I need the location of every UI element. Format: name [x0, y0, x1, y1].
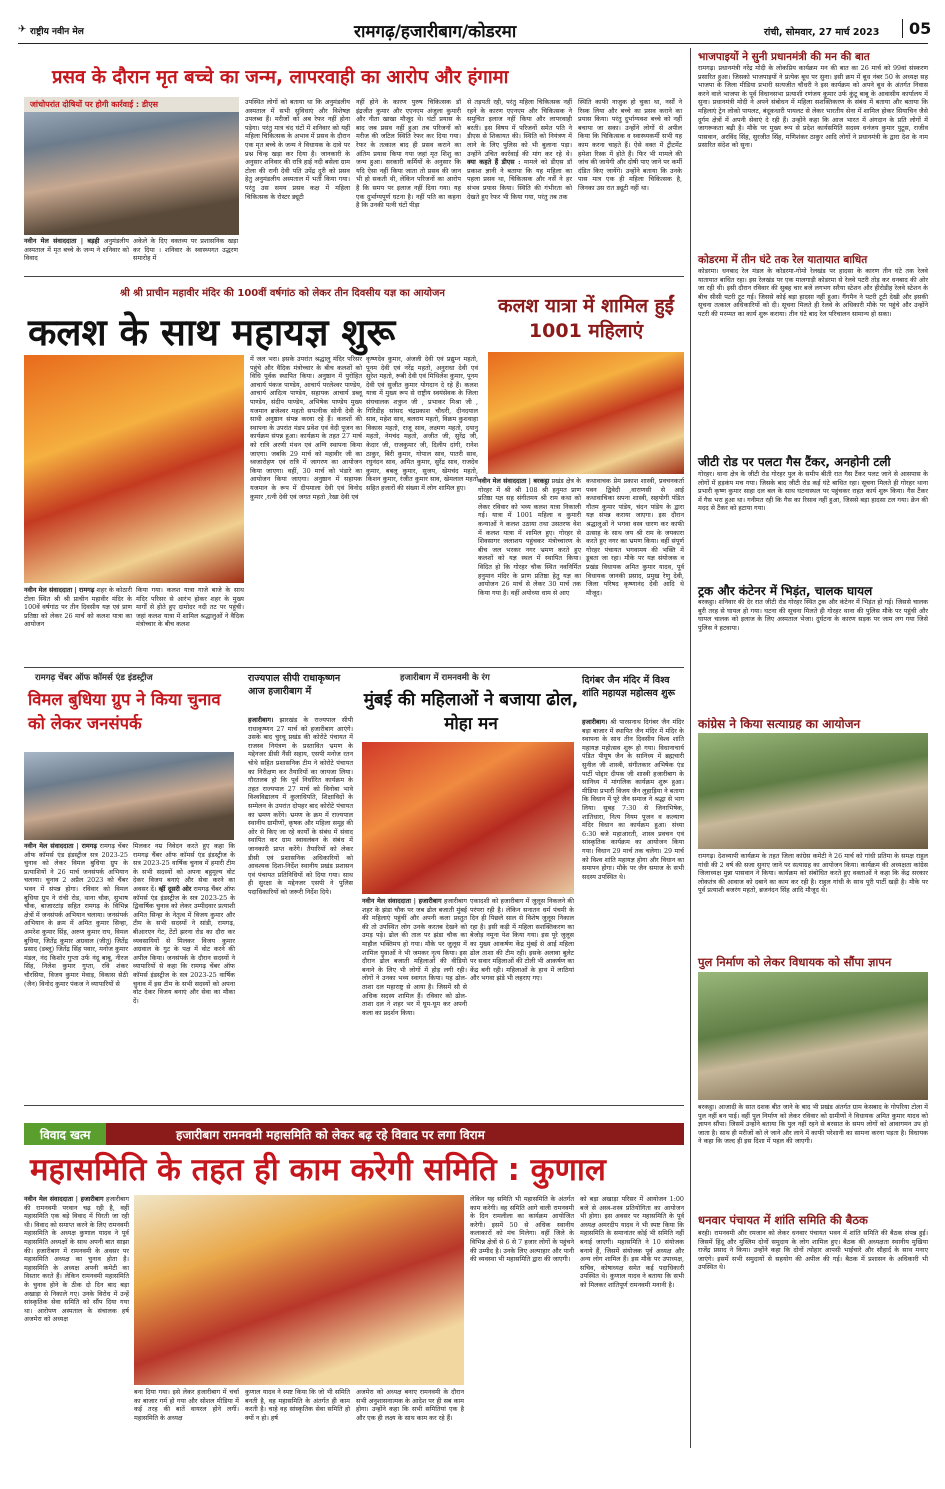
lead-col-6: स्थिति काफी नाजुक हो चुका था, नर्सों ने रिस्क लिया और बच्चे का प्रसव कराने का प्रयास किया। परंतु दुर्भाग्यवश बच्चे को नहीं बचाया जा सका। उन्होंने लोगों से अपील किया कि चिकित्सक व स्वास्थ्यकर्मी सभी यह काम करना चाहते हैं। ऐसे वक्त में ट्रीटमेंट हमेशा रिस्क में होते हैं। फिर भी मामले की जांच की जायेगी और दोषी पाए जाने पर कर्मी दंडित किए जायेंगे। उन्होंने बताया कि उनके पास मात्र एक ही महिला चिकित्सक है, जिनका उस रात ड्यूटी नहीं था।	[578, 98, 682, 192]
bird-icon: ✈	[18, 24, 27, 35]
section-title: रामगढ़/हजारीबाग/कोडरमा	[354, 22, 517, 42]
kalash1001-col-2: कथावाचक प्रेम प्रकाश शास्त्री, प्रवचनकर्ता पवन द्विवेदी ,वाराणसी से आई कथावाचिका सपना शास्त्री, सहयोगी पंडित गौतम कुमार पांडेय, चंदन पांडेय के द्वारा यज्ञ संपन्न कराया जाएगा। इस दौरान श्रद्धालुओं ने भगवा वस्त्र धारण कर काफी उत्साह के साथ जय श्री राम के जयकारा करते हुए नगर का भ्रमण किया। वहीं संपूर्ण गोरहर पंचायत भगवामय की भक्ति में डूबता जा रहा। मौके पर यज्ञ संयोजक व प्रखंड विधायक अमित कुमार यादव, पूर्व विधायक जानकी प्रसाद, प्रमुख रेणु देवी, जिला परिषद कृष्णानंद देवी आदि थे मौजूद।	[586, 477, 684, 597]
lead-text-5: से तड़पती रही, परंतु महिला चिकित्सक नहीं रहने के कारण एएनएम और चिकित्सक ने समुचित इलाज नहीं किया और लापरवाही बरती। इस विषय में परिजनों समेत पति ने डीएस से शिकायत की। स्थिति को नियंत्रण में लाने के लिए पुलिस को भी बुलाना पड़ा। उन्होंने उचित कार्रवाई की मांग कर रहे थे।	[467, 98, 572, 158]
lead-col-2: अकेले के दिए वक्तव्य पर प्रशासनिक खड़ा कर दिया । शनिवार के स्वास्थ्यगत उद्धरण समारोह में	[133, 237, 238, 263]
vimal-text-2: मिलकर नम्र निवेदन करते हुए कहा कि रामगढ़ चैंबर ऑफ कॉमर्स एंड इंडस्ट्रीज के सत्र 2023-25 वार्षिक चुनाव में हमारी टीम के सभी सदस्यों को अपना बहुमूल्य वोट देकर विजय बनाएं और सेवा करने का अवसर दें।	[133, 842, 235, 893]
dateline: रांची, सोमवार, 27 मार्च 2023	[764, 27, 880, 38]
mumbai-photo	[362, 742, 574, 894]
right-p3: गोरहर। थाना क्षेत्र के जीटी रोड गोरहर पुल के समीप बीती रात गैस टैंकर पलट जाने से आसपास के लोगों में हड़कंप मच गया। जिसके बाद जीटी रोड कई घंटे बाधित रहा। सूचना मिलते ही गोरहर थाना प्रभारी कृष्ण कुमार साहा दल बल के साथ घटनास्थल पर पहुंचकर राहत कार्य शुरू किया। गैस टैंकर में गैस भरा हुआ था। गनीमत रही कि गैस का रिसाव नहीं हुआ, जिससे बड़ा हादसा टल गया। क्रेन की मदद से टैंकर को हटाया गया।	[698, 470, 928, 513]
lead-text-5b: मामले को डीएस डॉ प्रकाश ज्ञानी ने बताया कि यह महिला का पहला प्रसव था, चिकित्सक और नर्सें ने हर संभव प्रयास किया। स्थिति की गंभीरता को देखते हुए रेफर भी किया गया, परंतु तब तक	[467, 158, 572, 201]
kalash-col-4: कृष्णदेव कुमार, अंजली देवी एवं प्रद्युम्न महतो, पूनम देवी एवं नरेंद्र महतो, अनुराधा देवी एवं सुरेश महतो, रूबी देवी एवं मिथिलेश कुमार, पूनम देवी एवं सुजीत कुमार योगदान दे रहे हैं। कलश यात्रा में मुख्य रूप से राष्ट्रीय स्वयंसेवक के जिला संघचालक शत्रुघ्न जी , प्रभाकर मिश्रा जी , गिरिडीह सांसद चंद्रप्रकाश चौधरी, दीनदयाल साव, महेश साव, बलराम महतो, विक्रम कुशवाहा विकास महतो, राजू साव, लक्ष्मण महतो, दयानु महतो, नेमचंद महतो, अजीत जी, सुरेंद्र जी, केदार जी, राजकुमार जी, दिलीप दांगी, रानेश ठाकुर, बिरी कुमार, गोपाल साव, पातरी साव, रघुनंदन साव, अमित कुमार, सुरेंद्र साव, राजदेव कुमार, बबलू कुमार, सुजय, खेमचंद महतो, किशन कुमार, रंजीत कुमार साव, खेमलाल महतो सहित हजारों की संख्या में लोग शामिल हुए।	[366, 355, 478, 492]
jain-dateline: हजारीबाग।	[582, 718, 608, 726]
lead-subhead: क्या कहते हैं डीएस :	[467, 158, 521, 167]
kunal-banner	[24, 1123, 684, 1145]
mumbai-col-1	[362, 897, 467, 1102]
vimal-byline: नवीन मेल संवाददाता | रामगढ़	[24, 842, 97, 850]
kalash1001-photo	[488, 352, 684, 474]
lead-headline: प्रसव के दौरान मृत बच्चे का जन्म, लापरवाही का आरोप और हंगामा	[52, 67, 509, 88]
kalash-kicker: श्री श्री प्राचीन महावीर मंदिर की 100वीं वर्षगांठ को लेकर तीन दिवसीय यज्ञ का आयोजन	[120, 288, 445, 299]
vimal-text-1: रामगढ़ चेंबर ऑफ कॉमर्स एंड इंडस्ट्रीज सत्र 2023-25 चुनाव को लेकर विमल बुधिया ग्रुप के प्रत्याशियों ने 26 मार्च जनसंपर्क अभियान चलाया। चुनाव 2 अप्रैल 2023 को चैंबर भवन में संपन्न होगा। रविवार को विमल बुधिया ग्रुप ने रांची रोड, थाना चौक, सुभाष चौक, बाजारटांड़ सहित रामगढ़ के विभिन्न क्षेत्रों में जनसंपर्क अभियान चलाया। जनसंपर्क अभियान के क्रम में अमित कुमार सिन्हा, अमरेश कुमार सिंह, अरुण कुमार राय, विमल बुधिया, जितेंद्र कुमार अग्रवाल (जीतू) जितेंद्र प्रसाद (डब्लू) जितेंद्र सिंह पवार, मनोज कुमार मंडल, नंद किशोर गुप्ता उर्फ नंदू बाबू, नीरज सिंह, निलेश कुमार गुप्ता, रवि शंकर चौरसिया, विजय कुमार मेवाड़, विकास सेठी (जैन) विनोद कुमार पंकज ने व्यापारियों से	[24, 842, 128, 988]
right-h2: कोडरमा में तीन घंटे तक रेल यातायात बाधित	[698, 254, 868, 266]
kalash-photo	[24, 355, 244, 583]
right-p6: बरकट्ठा। आजादी के सात दशक बीत जाने के बाद भी प्रखंड अंतर्गत ग्राम केसबाद के गोपरिया टोला में पुल नहीं बन पाई। वहीं पुल निर्माण को लेकर रविवार को ग्रामीणों ने विधायक अमित कुमार यादव को ज्ञापन सौंपा। जिसमें उन्होंने बताया कि पुल नहीं रहने से बरसात के समय लोगों को आवागमन उप हो जाता है। साथ ही मरीजों को ले जाने और लाने में काफी परेशानी का सामना करना पड़ता है। विधायक ने कहा कि जल्द ही इस दिशा में पहल की जाएगी।	[698, 1103, 928, 1146]
kalash-col-3: में जल भरा। इसके उपरांत श्रद्धालु मंदिर परिसर पहुंचे और वैदिक मंत्रोच्चार के बीच कलशों को विधि पूर्वक स्थापित किया। अनुष्ठान में पुरोहित आचार्य पंकज पाण्डेय, आचार्य परलेश्वर पाण्डेय, आचार्य आदित्य पाण्डेय, सहायक आचार्य डब्लू पाण्डेय, संदीप पाण्डेय, अभिषेक पाण्डेय मुख्य यजमान ब्रजेश्वर महतो सपत्नीक सोनी देवी के साथी अनुष्ठान संपन्न करवा रहे हैं। कलशों की स्थापना के उपरांत मंडप प्रवेश एवं वेदी पूजन का कार्यक्रम संपन्न हुआ। कार्यक्रम के तहत 27 मार्च को रात्रि अरणी मंथन एवं अग्नि स्थापना किया जाएगा। जबकि 29 मार्च को महावीर जी का ध्वजारोहण एवं रात्रि में जागरण का आयोजन किया जाएगा। वहीं, 30 मार्च को भंडारे का आयोजन किया जाएगा। अनुष्ठान में सहायक यजमान के रूप में दीपमाला देवी एवं विनोद कुमार ,रत्नी देवी एवं जगत महतो ,रेखा देवी एवं	[250, 355, 362, 501]
right-p7: बरही। रामनवमी और रमजान को लेकर धनवार पंचायत भवन में शांति समिति की बैठक संपन्न हुई। जिसमें हिंदू और मुस्लिम दोनों समुदाय के लोग शामिल हुए। बैठक की अध्यक्षता स्थानीय मुखिया राजेंद्र प्रसाद ने किया। उन्होंने कहा कि दोनों त्योहार आपसी भाईचारे और सौहार्द के साथ मनाए जाएंगे। इसमें सभी समुदायों से सहयोग की अपील की गई। बैठक में प्रशासन के अधिकारी भी उपस्थित थे।	[698, 1229, 928, 1272]
right-h1: भाजपाइयों ने सुनी प्रधानमंत्री की मन की बात	[698, 51, 870, 63]
bridge-photo	[698, 972, 928, 1100]
lead-byline: नवीन मेल संवाददाता | बड़ही	[24, 237, 100, 245]
jain-body	[582, 718, 684, 1102]
kalash-headline: कलश के साथ महायज्ञ शुरू	[28, 311, 396, 354]
kunal-col-4: अजमेरा को अध्यक्ष बनाए रामनवमी के दौरान सभी अनुशासनात्मक के आदेश पर ही सब काम होगा। उन्होंने कहा कि सभी समितियां एक है और एक ही लक्ष्य के साथ काम कर रहे हैं।	[356, 1388, 464, 1422]
mumbai-kicker: हजारीबाग में रामनवमी के रंग	[400, 673, 490, 683]
kunal-col-3: कुणाल यादव ने स्पष्ट किया कि जो भी समिति बनती है, वह महासमिति के अंतर्गत ही काम करती है। चाहे वह सांस्कृतिक सेवा समिति हो क्यों न हो। हर्ष	[245, 1388, 350, 1422]
kunal-tag: विवाद खत्म	[24, 1123, 106, 1145]
vimal-photo	[24, 752, 234, 840]
right-h3: जीटी रोड पर पलटा गैस टैंकर, अनहोनी टली	[698, 455, 891, 469]
right-p4: बरकट्ठा। शनिवार की देर रात जीटी रोड गोरहर स्थित ट्रक और कंटेनर में भिड़ंत हो गई। जिससे चालक बुरी तरह से घायल हो गया। घटना की सूचना मिलते ही गोरहर थाना की पुलिस मौके पर पहुंची और घायल चालक को इलाज के लिए अस्पताल भेजा। दुर्घटना के कारण सड़क पर जाम लग गया जिसे पुलिस ने हटवाया।	[698, 598, 928, 632]
right-h7: धनवार पंचायत में शांति समिति की बैठक	[698, 1213, 868, 1227]
kunal-col-1	[24, 1195, 129, 1445]
kalash1001-headline: कलश यात्रा में शामिल हुईं 1001 महिलाएं	[498, 295, 674, 342]
vimal-subhead: व्हीं दूसरी ओर	[158, 884, 192, 893]
lead-col-5	[467, 98, 572, 270]
kunal-col-2: बना दिया गया। इसे लेकर हजारीबाग में चर्चा का बाजार गर्म हो गया और सोशल मीडिया में कई तरह की बातें वायरल होने लगीं। महासमिति के अध्यक्ष	[134, 1388, 239, 1422]
kunal-text-1: हजारीबाग की रामनवमी परवान चढ़ रही है, वहीं महासमिति एक बड़े विवाद में घिरती जा रही थी। विवाद को समाप्त करने के लिए रामनवमी महासमिति के अध्यक्ष कुणाल यादव ने पूर्व महासमिति अध्यक्षों के साथ अपनी बात साझा की। हजारीबाग में रामनवमी के अवसर पर महासमिति अध्यक्ष का चुनाव होता है। महासमिति के अध्यक्ष अपनी कमेटी का विस्तार करते हैं। लेकिन रामनवमी महासमिति के चुनाव होने के ठीक दो दिन बाद बड़ा अखाड़ा से निकाले गए। उनके विरोध में उन्हें सांस्कृतिक सेवा समिति को सौंप दिया गया था। आरोपण अस्पताल के संचालक हर्ष अजमेरा को अध्यक्ष	[24, 1195, 129, 1324]
vimal-col-1	[24, 842, 128, 1102]
right-p5: रामगढ़। देशव्यापी कार्यक्रम के तहत जिला कांग्रेस कमेटी ने 26 मार्च को गांधी प्रतिमा के समक्ष राहुल गांधी की 2 वर्ष की सजा सुनाए जाने पर सत्याग्रह का आयोजन किया। कार्यक्रम की अध्यक्षता कांग्रेस जिलाध्यक्ष मुन्ना पासवान ने किया। कार्यक्रम को संबोधित करते हुए वक्ताओं ने कहा कि केंद्र सरकार लोकतंत्र की आवाज को दबाने का काम कर रही है। राहुल गांधी के साथ पूरी पार्टी खड़ी है। मौके पर पूर्व प्रत्याशी बजरंग महतो, ब्रजनंदन सिंह आदि मौजूद थे।	[698, 852, 928, 895]
kunal-photo	[134, 1195, 464, 1385]
right-h5: कांग्रेस ने किया सत्याग्रह का आयोजन	[698, 717, 861, 731]
page-number: 05	[902, 19, 931, 38]
rajyapal-kicker: राज्यपाल सीपी राधाकृष्णन आज हजारीबाग में	[248, 673, 341, 697]
vimal-text-2b: रामगढ़ चैंबर ऑफ कॉमर्स एंड इंडस्ट्रीज के सत्र 2023-25 के द्विवार्षिक चुनाव को लेकर उम्मीदवार प्रत्याशी अमित सिन्हा के नेतृत्व में विजय कुमार और टीम के सभी सदस्यों ने सांडी, रामगढ़, बीआरएन गेट, टेंटों झरना रोड का दौरा कर व्यवसायियों से मिलकर विजय कुमार अग्रवाल के गुट के पक्ष में वोट करने की अपील किया। जनसंपर्क के दौरान सदस्यों ने व्यापारियों से कहा कि रामगढ़ चेंबर ऑफ कॉमर्स इंडस्ट्रीज के सत्र 2023-25 वार्षिक चुनाव में इस टीम के सभी सदस्यों को अपना वोट देकर विजय बनाएं और सेवा का मौका दें।	[133, 884, 235, 1005]
mumbai-col-2: एकादशी को हजारीबाग में जुलूस निकलने की परंपरा रही है। लेकिन सनातन धर्म पंचमी के दिन ही पिछले साल से विशेष जुलूस निकाल रहा है। इसी कड़ी में महिला सशक्तिकरण का बेजोड़ नमूना पेश किया गया। इस पूरे जुलूस का मुख्य आकर्षण केंद्र मुंबई से आई महिला ढोल ताशा की टीम रही। इसके अलावा बुलेट पर सवार महिलाओं की टोली भी आकर्षण का केंद्र बनी रही। महिलाओं के हाथ में लाठियां और भगवा झंडे भी लहराए गए।	[470, 897, 574, 983]
mumbai-byline: नवीन मेल संवाददाता | हजारीबाग	[362, 897, 442, 905]
vimal-headline: विमल बुधिया ग्रुप ने किया चुनाव को लेकर जनसंपर्क	[28, 690, 221, 733]
kalash1001-col-1	[478, 477, 581, 663]
kalash-text-1: शहर के कोठारी टोला स्थित श्री श्री प्राचीन महावीर मंदिर के 100वें वर्षगांठ पर तीन दिवसीय यज्ञ एवं प्राण प्रतिष्ठा को लेकर 26 मार्च को कलश यात्रा का आयोजन	[24, 586, 132, 629]
congress-photo	[698, 733, 928, 849]
kunal-byline: नवीन मेल संवाददाता | हजारीबाग	[24, 1195, 104, 1203]
kunal-headline: महासमिति के तहत ही काम करेगी समिति : कुणाल	[30, 1152, 606, 1188]
lead-photo	[24, 97, 239, 235]
lead-col-4: नहीं होने के कारण पुरुष चिकित्सक डॉ इंद्रजीत कुमार और एएनएम अंजुला कुमारी और नीता खाखा मौजूद थे। घंटों प्रयास के बाद जब प्रसव नहीं हुआ तब परिजनों को मरीज की जटिल स्थिति रेफर कर दिया गया। रेफर के तत्काल बाद ही प्रसव कराने का अंतिम प्रयास किया गया जहां मृत शिशु का जन्म हुआ। सरकारी कर्मियों के अनुसार कि यदि ऐसा नहीं किया जाता तो प्रसव की जान भी हो सकती थी, लेकिन परिजनों का आरोप है कि समय पर इलाज नहीं दिया गया। यह एक दुर्भाग्यपूर्ण घटना है। नहीं पति का कहना है कि उनकी पत्नी घंटों पीड़ा	[356, 98, 461, 210]
jain-kicker: दिगंबर जैन मंदिर में विश्व शांति महायज्ञ महोत्सव शुरू	[582, 675, 675, 699]
kalash-col-2: किया गया। कलश यात्रा गाजे बाजे के साथ मंदिर परिसर से आरंभ होकर शहर के मुख्य मार्गों से होते हुए दामोदर नदी तट पर पहुंची। जहां कलश यात्रा में शामिल श्रद्धालुओं ने वैदिक मंत्रोच्चार के बीच कलश	[136, 586, 244, 629]
lead-col-1	[24, 237, 129, 271]
kunal-col-6: को बड़ा अखाड़ा परिसर में आयोजन 1:00 बजे से अस्त्र-शस्त्र प्रतियोगिता का आयोजन भी होगा। इस अवसर पर महासमिति के पूर्व अध्यक्ष अमरदीप यादव ने भी स्पष्ट किया कि महासमिति के समानांतर कोई भी समिति नहीं बनाई जाएगी। महासमिति ने 10 संयोजक बनाये हैं, जिसमें संयोजक पूर्व अध्यक्ष और अन्य लोग शामिल हैं। इस मौके पर उपाध्यक्ष, सचिव, कोषाध्यक्ष समेत कई पदाधिकारी उपस्थित थे। कुणाल यादव ने बताया कि सभी को मिलकर शांतिपूर्ण रामनवमी मनानी है।	[580, 1195, 684, 1289]
kunal-col-5: लेकिन यह समिति भी महासमिति के अंतर्गत काम करेगी। वह समिति आगे वाली रामनवमी के दिन रामलीला का कार्यक्रम आयोजित करेगी। इसमें 50 से अधिक स्थानीय कलाकारों को मंच मिलेगा। वहीं जिले के विभिन्न क्षेत्रों से 6 से 7 हजार लोगों के पहुंचने की उम्मीद है। उनके लिए अल्पाहार और पानी की व्यवस्था भी महासमिति द्वारा की जाएगी।	[470, 1195, 574, 1264]
rajyapal-dateline: हजारीबाग।	[248, 716, 274, 724]
kunal-kicker: हजारीबाग रामनवमी महासमिति को लेकर बढ़ रहे विवाद पर लगा विराम	[176, 1128, 485, 1142]
rajyapal-body	[248, 716, 353, 1102]
lead-col-3: उपस्थित लोगों को बताया था कि अनुमंडलीय अस्पताल में सभी सुविधाएं और विशेषज्ञ उपलब्ध हैं। मरीजों को अब रेफर नहीं होना पड़ेगा। परंतु मात्र चंद घंटों में शनिवार को यहीं महिला चिकित्सक के अभाव में प्रसव के दौरान एक मृत बच्चे के जन्म ने विधायक के दावे पर प्रश्न चिन्ह खड़ा कर दिया है। जानकारी के अनुसार शनिवार की रात्रि हाई नदी बसेला ग्राम टोला की रानी देवी पति उपेंद्र दुरी को प्रसव हेतु अनुमंडलीय अस्पताल में भर्ती किया गया। परंतु उस समय प्रसव कक्ष में महिला चिकित्सक के रोस्टर ड्यूटी	[245, 98, 351, 201]
kalash1001-text-1: प्रखंड क्षेत्र के गोरहर में श्री श्री 108 श्री हनुमत प्राण प्रतिष्ठा यज्ञ सह संगीतमय श्री राम कथा को लेकर रविवार को भव्य कलश यात्रा निकाली गई। यात्रा में 1001 महिला व कुमारी कन्याओं ने कलश उठाया तथा उसतरफ वेश में कलश यात्रा में शामिल हुए। गोरहर से शिवसागर जलाशय पहुंचकर मंत्रोच्चारण के बीच जल भरकर नगर भ्रमण करते हुए कलशों को यज्ञ स्थल में स्थापित किया। विदित हो कि गोरहर चौक स्थित नवनिर्मित हनुमान मंदिर के प्राण प्रतिष्ठा हेतु यज्ञ का आयोजन 26 मार्च से लेकर 30 मार्च तक किया गया है। वहीं अयोध्या धाम से आए	[478, 477, 581, 597]
right-p2: कोडरमा। धनबाद रेल मंडल के कोडरमा-गोमो रेलखंड पर हादसा के कारण तीन घंटे तक रेलवे यातायात बाधित रहा। इस रेलखंड पर एक मालगाड़ी कोडरमा से रेलवे पटरी तोड़ कर धनबाद की ओर जा रही थी। इसी दौरान रविवार की सुबह चार बजे लगभग सरैया स्टेशन और हीरोडीह रेलवे स्टेशन के बीच सीसी पटरी टूट गई। जिससे कोई बड़ा हादसा नहीं हुआ। गैंगमैन ने पटरी टूटी देखी और इसकी सूचना तत्काल अधिकारियों को दी। सूचना मिलते ही रेलवे के अधिकारी मौके पर पहुंचे और उन्होंने पटरी की मरम्मत का कार्य शुरू कराया। तीन घंटे बाद रेल परिचालन सामान्य हो सका।	[698, 267, 928, 318]
right-h4: ट्रक और कंटेनर में भिड़ंत, चालक घायल	[698, 584, 873, 598]
jain-text: श्री पारसनाथ दिगंबर जैन मंदिर बड़ा बाजार में स्थापित जैन मंदिर में मंदिर के स्थापना के साथ तीन दिवसीय विश्व शांति महायज्ञ महोत्सव शुरू हो गया। विधानाचार्य पंडित पीयूष जैन के सानिध्य में ब्रह्मचारी सुनील जी शास्त्री, संगीतकार अभिषेक एंड पार्टी पोद्दार दीपक जी शास्त्री हजारीबाग के सानिध्य में मांगलिक कार्यक्रम शुरू हुआ। मीडिया प्रभारी विजय जैन लुहाड़िया ने बताया कि विधान में पूरे जैन समाज ने श्रद्धा से भाग लिया। सुबह 7:30 से जिनाभिषेक, शांतिधारा, नित्य नियम पूजन व कल्याण मंदिर विधान का कार्यक्रम हुआ। संध्या 6:30 बजे महाआरती, शास्त्र प्रवचन एवं सांस्कृतिक कार्यक्रम का आयोजन किया गया। विधान 29 मार्च तक चलेगा। 29 मार्च को विश्व शांति महायज्ञ होगा और विधान का समापन होगा। मौके पर जैन समाज के सभी सदस्य उपस्थित थे।	[582, 718, 684, 881]
kalash-col-1	[24, 586, 132, 662]
lead-photo-tag: जांचोपरांत दोषियों पर होगी कार्रवाई : डीएस	[24, 97, 239, 112]
vimal-kicker: रामगढ़ चेंबर ऑफ कॉमर्स एंड इंडस्ट्रीज	[35, 673, 153, 683]
newspaper-logo: राष्ट्रीय नवीन मेल	[30, 27, 84, 37]
mumbai-text-1: हजारीबाग शहर के झंडा चौक पर जब ढोल बजाती मुंबई की महिलाएं पहुंचीं और अपनी कला प्रस्तुत की तो उपस्थित लोग उनके करतब देखने को उमड़ पड़े। ढोल की ताल पर झंडा चौक का माहौल भक्तिमय हो गया। मौके पर जुलूस में शामिल युवाओं ने भी जमकर नृत्य किया। इस दौरान ढोल बजाती महिलाओं की वीडियो बनाने के लिए भी लोगों में होड़ लगी रही। लोगों ने उनका भव्य स्वागत किया। यह ढोल-ताशा दल महाराष्ट्र से आया है। जिसमें सौ से अधिक सदस्य शामिल हैं। रविवार को ढोल-ताशा दल ने शहर भर में घूम-घूम कर अपनी कला का प्रदर्शन किया।	[362, 897, 467, 1017]
right-p1: रामगढ़। प्रधानमंत्री नरेंद्र मोदी के लोकप्रिय कार्यक्रम मन की बात का 26 मार्च को 99वां संस्करण प्रसारित हुआ। जिसको भाजपाइयों ने प्रत्येक बूथ पर सुना। इसी क्रम में बूथ नंबर 50 के अध्यक्ष सह भाजपा के जिला मीडिया प्रभारी सत्यजीत चौधरी ने इस कार्यक्रम को अपने बूथ के अंतर्गत निवास करने वाले भाजपा के पूर्व विधानसभा प्रत्याशी रणंजय कुमार उर्फ कुंटू बाबू के आवासीय कार्यालय में सुना। प्रधानमंत्री मोदी ने अपने संबोधन में महिला सशक्तिकरण के संबंध में बताया और बताया कि महिलाएं ट्रेन लोको पायलट, बंदूकधारी पायलट से लेकर भारतीय सेना में शामिल होकर सियाचिन जैसे दुर्गम क्षेत्रों में अपनी सेवाएं दे रही हैं। उन्होंने कहा कि आज भारत में अंगदान के प्रति लोगों में जागरूकता बढ़ी है। मौके पर मुख्य रूप से प्रदेश कार्यसमिति सदस्य धनंजय कुमार पुटूस, राजीव पासवान, अरविंद सिंह, सुरजीत सिंह, मणिशंकर ठाकुर आदि लोगों ने प्रधानमंत्री के द्वारा देश के नाम प्रसारित संदेश को सुना।	[698, 64, 928, 150]
rajyapal-text: झारखंड के राज्यपाल सीपी राधाकृष्णन 27 मार्च को हजारीबाग आएंगे। उसके बाद चुरचू प्रखंड की कोरोटे पंचायत में राजस्व नियंत्रण के प्रस्तावित भ्रमण के मद्देनजर डीसी नैंसी सहाय, एसपी मनोज रतन चोथे सहित प्रशासनिक टीम ने कोरोटे पंचायत का निरीक्षण कर तैयारियों का जायजा लिया। गौरतलब हो कि पूर्व निर्धारित कार्यक्रम के तहत राज्यपाल 27 मार्च को विनोबा भावे विश्वविद्यालय में कुलाधिपति, शिक्षाविदों के सम्मेलन के उपरांत दोपहर बाद कोरोटे पंचायत का भ्रमण करेंगे। भ्रमण के क्रम में राज्यपाल स्थानीय ग्रामीणों, कृषक और महिला समूह की ओर से किए जा रहे कार्यों के संबंध में संवाद स्थापित कर ग्राम स्वावलंबन के संबंध में जानकारी प्राप्त करेंगे। तैयारियों को लेकर डीसी एवं प्रशासनिक अधिकारियों को आवश्यक दिशा-निर्देश स्थानीय प्रखंड प्रशासन एवं पंचायत प्रतिनिधियों को दिया गया। साथ ही सुरक्षा के मद्देनजर एसपी ने पुलिस पदाधिकारियों को जरूरी निर्देश दिये।	[248, 716, 353, 896]
kalash-byline: नवीन मेल संवाददाता | रामगढ़	[24, 586, 95, 594]
masthead	[18, 18, 932, 44]
kalash1001-byline: नवीन मेल संवाददाता | बरकट्ठा	[478, 477, 550, 485]
mumbai-headline: मुंबई की महिलाओं ने बजाया ढोल, मोहा मन	[363, 690, 579, 734]
lead-text-1: अनुमंडलीय अस्पताल में मृत बच्चे के जन्म ने शनिवार को विवाद	[24, 237, 129, 263]
right-h6: पुल निर्माण को लेकर विधायक को सौंपा ज्ञापन	[698, 955, 892, 969]
vimal-col-2	[133, 842, 235, 1102]
